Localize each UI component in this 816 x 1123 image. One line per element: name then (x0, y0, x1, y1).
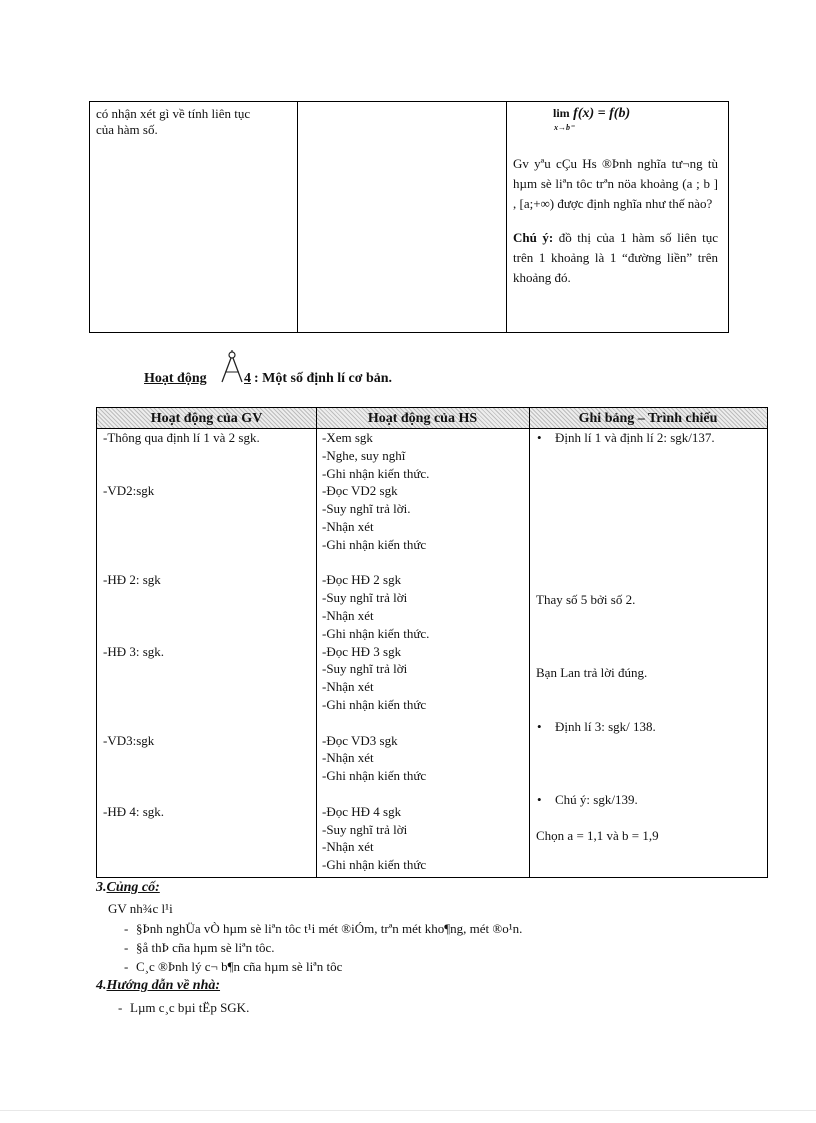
homework-number: 4. (96, 978, 107, 993)
top-table-col2 (298, 102, 507, 332)
gv-line: -VD2:sgk (103, 483, 155, 499)
hs-line: -Nhận xét (322, 679, 374, 695)
hs-line: -Nhận xét (322, 518, 374, 534)
hs-line: -Ghi nhận kiến thức. (322, 625, 430, 641)
consolidation-item (124, 957, 342, 976)
hs-line: -Nhận xét (322, 750, 374, 766)
board-theorem-1-2: • Định lí 1 và định lí 2: sgk/137. (531, 429, 715, 447)
gv-line (103, 660, 313, 678)
hs-line (322, 554, 527, 572)
note-paragraph (513, 228, 718, 288)
board-theorem-3: • Định lí 3: sgk/ 138. (531, 718, 656, 736)
activity-label: Hoạt động (144, 371, 207, 386)
gv-line (103, 447, 313, 465)
note-text: đồ thị của 1 hàm số liên tục trên 1 khoảng là 1 “đường liền” trên khoảng đó. (513, 230, 718, 285)
gv-line (103, 607, 313, 625)
activity-table (96, 407, 768, 878)
hs-line: -Suy nghĩ trả lời. (322, 501, 411, 517)
hs-line: -Ghi nhận kiến thức (322, 768, 427, 784)
consolidation-item (124, 919, 522, 938)
consolidation-number: 3. (96, 880, 107, 895)
board-column (531, 429, 765, 877)
gv-line (103, 536, 313, 554)
consolidation-title: Củng cố: (106, 880, 160, 895)
column-divider (316, 408, 317, 877)
hs-line: -Ghi nhận kiến thức (322, 696, 427, 712)
header-gv: Hoạt động của GV (150, 411, 263, 426)
hs-line: -Đọc VD2 sgk (322, 483, 398, 499)
gv-line: -HĐ 2: sgk (103, 572, 161, 588)
homework-title: Hướng dẫn về nhà: (106, 978, 221, 993)
hs-line: -Nhận xét (322, 607, 374, 623)
gv-line (103, 589, 313, 607)
header-hs: Hoạt động của HS (367, 411, 478, 426)
compass-icon (219, 350, 245, 384)
hs-line: -Xem sgk (322, 430, 373, 445)
activity-number: 4 (244, 371, 251, 386)
column-divider (529, 408, 530, 877)
consolidation-intro: GV nh¾c l¹i (108, 901, 173, 916)
formula-subscript: x→b⁻ (554, 123, 575, 132)
gv-line (103, 714, 313, 732)
gv-column (103, 429, 313, 821)
formula-expression: f(x) = f(b) (573, 106, 631, 121)
gv-line (103, 767, 313, 785)
board-note: • Chú ý: sgk/139. (531, 791, 638, 809)
hs-line: -Đọc HĐ 4 sgk (322, 803, 402, 819)
hs-line: -Ghi nhận kiến thức. (322, 465, 430, 481)
limit-formula (553, 106, 718, 140)
gv-line: -VD3:sgk (103, 732, 155, 748)
gv-line (103, 785, 313, 803)
hs-line: -Đọc VD3 sgk (322, 732, 398, 748)
consolidation-item (124, 938, 275, 957)
activity-title: : Một số định lí cơ bản. (254, 371, 393, 386)
hs-line (322, 714, 527, 732)
gv-line (103, 696, 313, 714)
gv-line (103, 749, 313, 767)
consolidation-heading (96, 880, 160, 896)
top-table-col1 (90, 102, 298, 332)
consolidation-item-text: §å thÞ cña hµm sè liªn tôc. (136, 940, 275, 955)
top-table-col3 (507, 102, 728, 332)
teacher-question: Gv yªu cÇu Hs ®Þnh nghĩa tư¬ng tù hµm sè liªn tôc trªn nöa khoảng (a ; b ] , [a;+∞) được định nghĩa như thế nào? (513, 156, 718, 211)
hs-line: -Nhận xét (322, 839, 374, 855)
consolidation-item-text: §Þnh nghÜa vÒ hµm sè liªn tôc t¹i mét ®iÓm, trªn mét kho¶ng, mét ®o¹n. (136, 921, 523, 936)
top-col1-line: của hàm số. (96, 122, 158, 137)
note-label: Chú ý: (513, 230, 554, 245)
hs-line: -Suy nghĩ trả lời (322, 821, 408, 837)
hs-line: -Đọc HĐ 2 sgk (322, 572, 402, 588)
homework-item-text: Lµm c¸c bµi tËp SGK. (130, 1000, 250, 1015)
board-hd4: Chọn a = 1,1 và b = 1,9 (536, 828, 659, 843)
hs-line: -Suy nghĩ trả lời (322, 661, 408, 677)
hs-line: -Ghi nhận kiến thức (322, 857, 427, 873)
gv-line (103, 625, 313, 643)
hs-line: -Đọc HĐ 3 sgk (322, 643, 402, 659)
consolidation-item-text: C¸c ®Þnh lý c¬ b¶n cña hµm sè liªn tôc (136, 959, 343, 974)
hs-line: -Suy nghĩ trả lời (322, 590, 408, 606)
gv-line: -Thông qua định lí 1 và 2 sgk. (103, 430, 260, 445)
hs-column (322, 429, 527, 874)
gv-line (103, 678, 313, 696)
board-hd2: Thay số 5 bởi số 2. (536, 592, 636, 607)
gv-line (103, 500, 313, 518)
formula-lim: lim (553, 106, 570, 120)
homework-item (118, 998, 249, 1017)
top-col1-line: có nhận xét gì về tính liên tục (96, 106, 251, 121)
header-board: Ghi bảng – Trình chiếu (578, 411, 718, 426)
gv-line: -HĐ 4: sgk. (103, 803, 165, 819)
board-hd3: Bạn Lan trả lời đúng. (536, 665, 648, 680)
gv-line (103, 465, 313, 483)
top-table (89, 101, 729, 333)
hs-line: -Ghi nhận kiến thức (322, 536, 427, 552)
gv-line (103, 518, 313, 536)
hs-line (322, 785, 527, 803)
homework-heading (96, 978, 220, 994)
hs-line: -Nghe, suy nghĩ (322, 447, 406, 463)
gv-line (103, 554, 313, 572)
page-bottom-rule (0, 1110, 816, 1111)
gv-line: -HĐ 3: sgk. (103, 643, 165, 659)
